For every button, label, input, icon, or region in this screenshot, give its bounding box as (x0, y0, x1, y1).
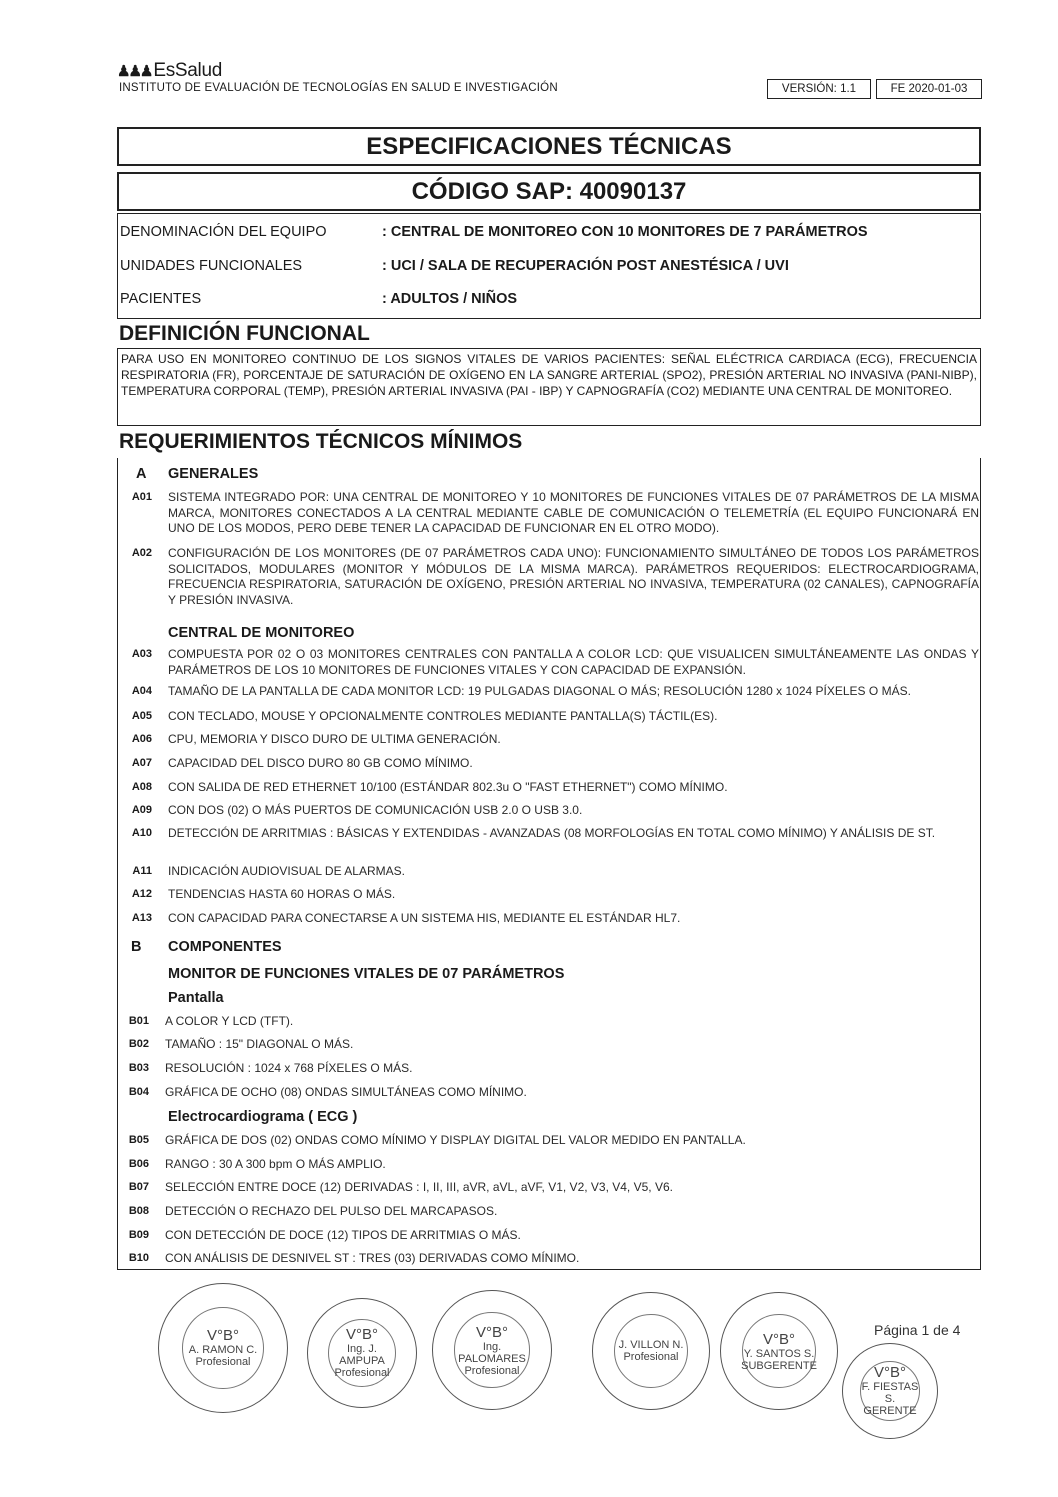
item-text: CAPACIDAD DEL DISCO DURO 80 GB COMO MÍNIMO. (168, 756, 473, 770)
stamp-role: GERENTE (863, 1405, 917, 1418)
approval-stamp (158, 1283, 288, 1413)
institute-name: INSTITUTO DE EVALUACIÓN DE TECNOLOGÍAS EN SALUD E INVESTIGACIÓN (119, 82, 558, 94)
item-code: A06 (131, 733, 152, 745)
item-text: GRÁFICA DE DOS (02) ONDAS COMO MÍNIMO Y DISPLAY DIGITAL DEL VALOR MEDIDO EN PANTALLA. (165, 1133, 746, 1147)
pantalla-heading: Pantalla (168, 990, 224, 1006)
stamp-role: Profesional (334, 1367, 390, 1380)
date-box: FE 2020-01-03 (876, 79, 982, 99)
stamp-name: J. VILLON N. (618, 1339, 684, 1351)
meta-label-denominacion: DENOMINACIÓN DEL EQUIPO (120, 224, 327, 240)
approval-stamp (720, 1292, 838, 1410)
monitor-heading: MONITOR DE FUNCIONES VITALES DE 07 PARÁMETROS (168, 966, 565, 982)
item-code: A13 (131, 912, 152, 924)
item-text: SELECCIÓN ENTRE DOCE (12) DERIVADAS : I, II, III, aVR, aVL, aVF, V1, V2, V3, V4, V5, V6. (165, 1180, 673, 1194)
section-b-title: COMPONENTES (168, 939, 282, 955)
item-code: B01 (128, 1015, 149, 1027)
item-code: B03 (128, 1062, 149, 1074)
item-text: DETECCIÓN DE ARRITMIAS : BÁSICAS Y EXTENDIDAS - AVANZADAS (08 MORFOLOGÍAS EN TOTAL COMO MÍNIMO) Y ANÁLISIS DE ST. (168, 826, 936, 840)
item-text: INDICACIÓN AUDIOVISUAL DE ALARMAS. (168, 864, 405, 878)
item-code: B08 (128, 1205, 149, 1217)
item-code: A01 (131, 491, 152, 503)
section-a-title: GENERALES (168, 466, 259, 482)
stamp-name: A. RAMON C. (188, 1344, 258, 1357)
definition-heading: DEFINICIÓN FUNCIONAL (119, 322, 370, 345)
version-box: VERSIÓN: 1.1 (767, 79, 871, 99)
meta-value-denominacion: : CENTRAL DE MONITOREO CON 10 MONITORES DE 7 PARÁMETROS (382, 224, 868, 240)
stamp-name: F. FIESTAS S. (861, 1381, 919, 1406)
item-text: CONFIGURACIÓN DE LOS MONITORES (DE 07 PARÁMETROS CADA UNO): FUNCIONAMIENTO SIMULTÁNEO DE TODOS LOS PARÁMETROS SOLICITADOS, MODULARES (MONITOR Y MÓDULOS DE LA MISMA MARCA). PARÁMETROS REQUERIDOS: ELECTROCARDIOGRAMA, FRECUENCIA RESPIRATORIA, SATURACIÓN DE OXÍGENO, PRESIÓN ARTERIAL NO INVASIVA, TEMPERATURA (02 CANALES), CAPNOGRAFÍA Y PRESIÓN INVASIVA. (168, 546, 979, 607)
item-text: GRÁFICA DE OCHO (08) ONDAS SIMULTÁNEAS COMO MÍNIMO. (165, 1085, 527, 1099)
item-code: B09 (128, 1229, 149, 1241)
item-text: CON TECLADO, MOUSE Y OPCIONALMENTE CONTROLES MEDIANTE PANTALLA(S) TÁCTIL(ES). (168, 709, 718, 723)
stamp-name: Ing. PALOMARES (458, 1340, 526, 1365)
people-logo-icon: ♟♟♟ (117, 63, 152, 80)
stamp-role: Profesional (623, 1351, 679, 1363)
item-code: A08 (131, 781, 152, 793)
item-code: A11 (132, 865, 152, 877)
stamp-mark: V°B° (475, 1323, 508, 1341)
item-code: A04 (131, 685, 152, 697)
section-b-letter: B (131, 939, 142, 955)
item-code: B06 (128, 1158, 149, 1170)
meta-value-pacientes: : ADULTOS / NIÑOS (382, 291, 518, 307)
item-code: A12 (131, 888, 152, 900)
stamp-role: Profesional (195, 1356, 251, 1369)
stamp-role: Profesional (464, 1364, 520, 1377)
item-text: SISTEMA INTEGRADO POR: UNA CENTRAL DE MONITOREO Y 10 MONITORES DE FUNCIONES VITALES DE 07 PARÁMETROS DE LA MISMA MARCA, MONITORES CONECTADOS A LA CENTRAL MEDIANTE CABLE DE COMUNICACIÓN O TELEMETRÍA (EL EQUIPO FUNCIONARÁ EN UNO DE LOS MODOS, PERO DEBE TENER LA CAPACIDAD DE FUNCIONAR EN EL OTRO MODO). (168, 490, 979, 535)
ecg-heading: Electrocardiograma ( ECG ) (168, 1109, 358, 1125)
stamp-mark: V°B° (762, 1330, 795, 1348)
logo-text: EsSalud (153, 60, 223, 81)
item-text: CPU, MEMORIA Y DISCO DURO DE ULTIMA GENERACIÓN. (168, 732, 501, 746)
equipment-info-box (117, 213, 981, 319)
sap-code: CÓDIGO SAP: 40090137 (117, 172, 981, 211)
item-code: B10 (128, 1252, 149, 1264)
approval-stamp (307, 1298, 417, 1408)
item-code: A07 (131, 757, 152, 769)
central-monitoreo-heading: CENTRAL DE MONITOREO (168, 625, 355, 641)
stamp-mark: V°B° (873, 1364, 906, 1382)
stamp-name: Y. SANTOS S. (743, 1347, 815, 1360)
approval-stamp (432, 1290, 552, 1410)
item-text: A COLOR Y LCD (TFT). (165, 1014, 294, 1028)
item-code: A05 (131, 710, 152, 722)
page-number: Página 1 de 4 (874, 1322, 961, 1338)
item-text: DETECCIÓN O RECHAZO DEL PULSO DEL MARCAPASOS. (165, 1204, 498, 1218)
document-title: ESPECIFICACIONES TÉCNICAS (117, 127, 981, 166)
stamp-name: Ing. J. AMPUPA (339, 1343, 385, 1368)
section-a-letter: A (136, 466, 147, 482)
item-text: RESOLUCIÓN : 1024 x 768 PÍXELES O MÁS. (165, 1061, 413, 1075)
meta-value-unidades: : UCI / SALA DE RECUPERACIÓN POST ANESTÉSICA / UVI (382, 258, 789, 274)
meta-label-pacientes: PACIENTES (120, 291, 202, 307)
item-text: CON ANÁLISIS DE DESNIVEL ST : TRES (03) DERIVADAS COMO MÍNIMO. (165, 1251, 580, 1265)
item-text: TENDENCIAS HASTA 60 HORAS O MÁS. (168, 887, 396, 901)
item-text: TAMAÑO : 15" DIAGONAL O MÁS. (165, 1037, 354, 1051)
item-text: CON DOS (02) O MÁS PUERTOS DE COMUNICACIÓN USB 2.0 O USB 3.0. (168, 803, 583, 817)
item-code: B05 (128, 1134, 149, 1146)
item-text: COMPUESTA POR 02 O 03 MONITORES CENTRALES CON PANTALLA A COLOR LCD: QUE VISUALICEN SIMULTÁNEAMENTE LAS ONDAS Y PARÁMETROS DE LOS 10 MONITORES DE FUNCIONES VITALES Y CON CAPACIDAD DE EXPANSIÓN. (168, 647, 979, 677)
item-code: A03 (131, 648, 152, 660)
item-text: RANGO : 30 A 300 bpm O MÁS AMPLIO. (165, 1157, 386, 1171)
stamp-role: SUBGERENTE (741, 1359, 817, 1372)
item-code: B02 (128, 1038, 149, 1050)
requirements-heading: REQUERIMIENTOS TÉCNICOS MÍNIMOS (119, 430, 523, 453)
item-text: CON SALIDA DE RED ETHERNET 10/100 (ESTÁNDAR 802.3u O "FAST ETHERNET") COMO MÍNIMO. (168, 780, 728, 794)
approval-stamp (842, 1343, 938, 1439)
stamp-mark: V°B° (206, 1327, 239, 1345)
stamp-mark: V°B° (345, 1326, 378, 1344)
essalud-logo (117, 60, 222, 82)
approval-stamp (592, 1292, 710, 1410)
item-code: A02 (131, 547, 152, 559)
item-code: A10 (131, 827, 152, 839)
meta-label-unidades: UNIDADES FUNCIONALES (120, 258, 303, 274)
item-code: A09 (131, 804, 152, 816)
item-text: CON DETECCIÓN DE DOCE (12) TIPOS DE ARRITMIAS O MÁS. (165, 1228, 521, 1242)
item-code: B04 (128, 1086, 149, 1098)
item-text: CON CAPACIDAD PARA CONECTARSE A UN SISTEMA HIS, MEDIANTE EL ESTÁNDAR HL7. (168, 911, 681, 925)
item-text: TAMAÑO DE LA PANTALLA DE CADA MONITOR LCD: 19 PULGADAS DIAGONAL O MÁS; RESOLUCIÓN 1280 x 1024 PÍXELES O MÁS. (168, 684, 911, 698)
definition-text: PARA USO EN MONITOREO CONTINUO DE LOS SIGNOS VITALES DE VARIOS PACIENTES: SEÑAL ELÉCTRICA CARDIACA (ECG), FRECUENCIA RESPIRATORIA (FR), PORCENTAJE DE SATURACIÓN DE OXÍGENO EN LA SANGRE ARTERIAL (SPO2), PRESIÓN ARTERIAL NO INVASIVA (PANI-NIBP), TEMPERATURA CORPORAL (TEMP), PRESIÓN ARTERIAL INVASIVA (PAI - IBP) Y CAPNOGRAFÍA (CO2) MEDIANTE UNA CENTRAL DE MONITOREO. (117, 348, 981, 426)
item-code: B07 (128, 1181, 149, 1193)
